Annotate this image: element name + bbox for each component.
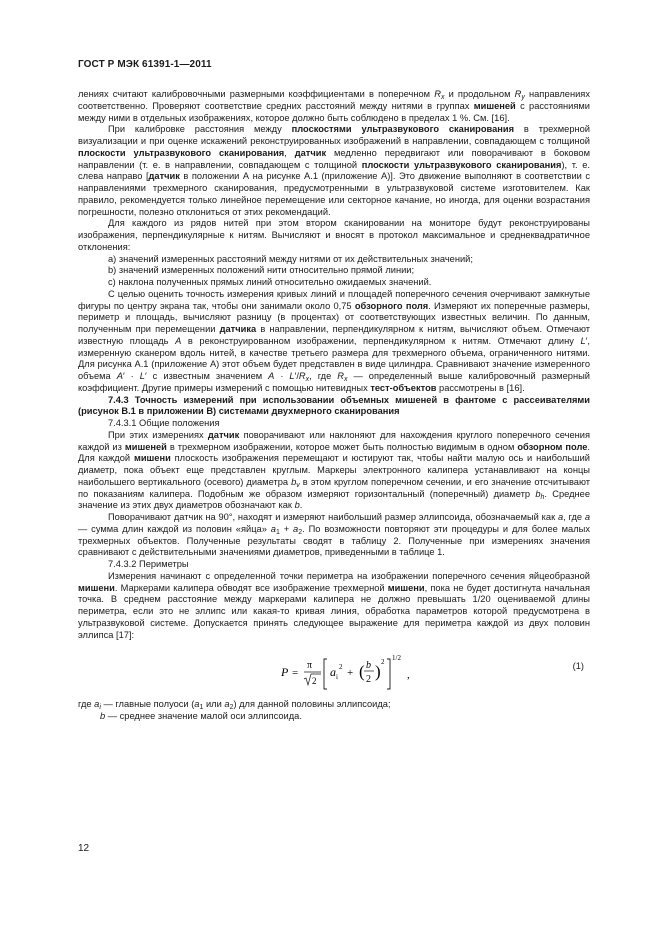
svg-text:+: + [347,667,354,680]
section-heading-7-4-3: 7.4.3 Точность измерений при использовании объемных мишеней в фантоме с рассеивателями (рисунок В.1 в приложении В) системами двухмерного сканирования [78,394,590,417]
svg-text:(: ( [359,662,365,682]
svg-text:2: 2 [312,676,317,687]
svg-text:): ) [375,662,381,682]
section-heading-7-4-3-2: 7.4.3.2 Периметры [108,559,189,569]
section-heading-7-4-3-1: 7.4.3.1 Общие положения [108,418,220,428]
svg-text:b: b [366,660,371,672]
paragraph-perimeter-measurement: Измерения начинают с определенной точки периметра на изображении поперечного сечения яйцеобразной мишени. Маркерами калипера обводят все изображение трехмерной мишени, пока не будет достигнута начальная точка. В среднем расстояние между маркерами калипера не должно превышать 1/20 оцениваемой длины периметра, если это не эллипс или какая-то кривая линия, обработка параметров которой предусмотрена в ультразвуковой системе. Допускается принять следующее выражение для периметра каждой из двух половин эллипса [17]: [78,570,590,640]
document-body [78,89,590,723]
paragraph-curve-area-volume: С целью оценить точность измерения кривых линий и площадей поперечного сечения очерчивают замкнутые фигуры по центру экрана так, чтобы они занимали около 0,75 обзорного поля. Измеряют их поперечные размеры, периметр и площадь, вычисляют разницу (в процентах) от соответствующих известных величин. По данным, полученным при перемещении датчика в направлении, перпендикулярном к нитям, вычисляют объем. Отмечают известную площадь A в реконструированном изображении, перпендикулярном к нитям. Отмечают длину L′, измеренную сканером вдоль нитей, в качестве третьего размера для трехмерного объема, ограниченного нитями. Для рисунка А.1 (приложение А) этот объем будет представлен в виде цилиндра. Сравнивают значение измеренного объема A′ · L′ с известным значением $A \cdot L'/R_x$, где $R_x$ — определенный выше калибровочный размерный коэффициент. Другие примеры измерений с помощью нитевидных тест-объектов рассмотрены в [16]. [78,288,590,393]
svg-text:i: i [336,673,338,682]
formula-legend-a: где $a_i$ — главные полуоси ($a_1$ или $a_2$) для данной половины эллипсоида; [78,699,391,712]
svg-text:=: = [292,667,299,680]
svg-text:π: π [307,660,313,672]
paragraph-reconstructed-images: Для каждого из рядов нитей при этом втором сканировании на мониторе будут реконструированы изображения, перпендикулярные к нитям. Вычисляют и вносят в протокол максимальное и среднеквадратичное отклонения: [78,218,590,252]
svg-text:,: , [407,669,410,682]
svg-text:2: 2 [381,658,385,667]
paragraph-diameter-measurement: При этих измерениях датчик поворачивают или наклоняют для нахождения круглого поперечного сечения каждой из мишеней в трехмерном изображении, которое может быть полностью видимым в одном обзорном поле. Для каждой мишени плоскость изображения перемещают и юстируют так, чтобы найти малую ось и наибольший диаметр, пока объект еще представлен круглым. Маркеры электронного калипера устанавливают на концы наибольшего вертикального (осевого) диаметра $b_v$ в этом круглом поперечном сечении, и его значение отсчитывают по показаниям калипера. Подобным же образом измеряют горизонтальный (поперечный) диаметр $b_h$. Среднее значение из этих двух диаметров обозначают как b. [78,429,591,511]
paragraph-calibration-coefficients: лениях считают калибровочными размерными коэффициентами в поперечном $R_x$ и продольном $R_y$ направлениях соответственно. Проверяют соответствие средних расстояний между нитями в группах мишеней с расстояниями между ними в отдельных изображениях, которое должно быть соблюдено в пределах 1 %. См. [16]. [78,89,590,123]
svg-text:2: 2 [366,674,371,686]
perimeter-formula [78,647,590,695]
svg-text:a: a [330,665,336,680]
perimeter-formula-math [281,651,481,691]
formula-legend-b: b — среднее значение малой оси эллипсоида. [100,711,302,721]
paragraph-ellipsoid-size: Поворачивают датчик на 90°, находят и измеряют наибольший размер эллипсоида, обозначаемый как a, где a — сумма длин каждой из половин «яйца» $a_1 + a_2$. По возможности повторяют эти процедуры и для более малых трехмерных объектов. Полученные результаты сводят в таблицу 2. Полученные при измерениях значения сравнивают с действительными значениями диаметров, приведенными в таблице 1. [78,512,590,558]
formula-number: (1) [572,661,584,672]
svg-text:2: 2 [339,663,343,672]
svg-text:1/2: 1/2 [392,654,401,663]
list-item-a: a) значений измеренных расстояний между нитями от их действительных значений; [108,253,473,264]
paragraph-scan-plane-calibration: При калибровке расстояния между плоскостями ультразвукового сканирования в трехмерной визуализации и при оценке искажений реконструированных изображений в направлении, совпадающем с толщиной плоскости ультразвукового сканирования, датчик медленно передвигают или поворачивают в боковом направлении (т. е. в направлении, совпадающем с толщиной плоскости ультразвукового сканирования), т. е. слева направо [датчик в положении А на рисунке А.1 (приложение А)]. Это движение выполняют в соответствии с направлениями трехмерного сканирования, предусмотренными в ультразвуковой системе изготовителем. Как правило, рекомендуется только линейное перемещение или секторное качание, но иногда, для оценки возрастания погрешности, полезно отклониться от этих рекомендаций. [78,124,590,217]
list-item-b: b) значений измеренных положений нити относительно прямой линии; [108,265,415,276]
standard-header: ГОСТ Р МЭК 61391-1—2011 [78,59,212,70]
page-number: 12 [78,843,90,854]
svg-text:P: P [281,665,289,680]
list-item-c: c) наклона полученных прямых линий относительно ожидаемых значений. [108,277,432,287]
